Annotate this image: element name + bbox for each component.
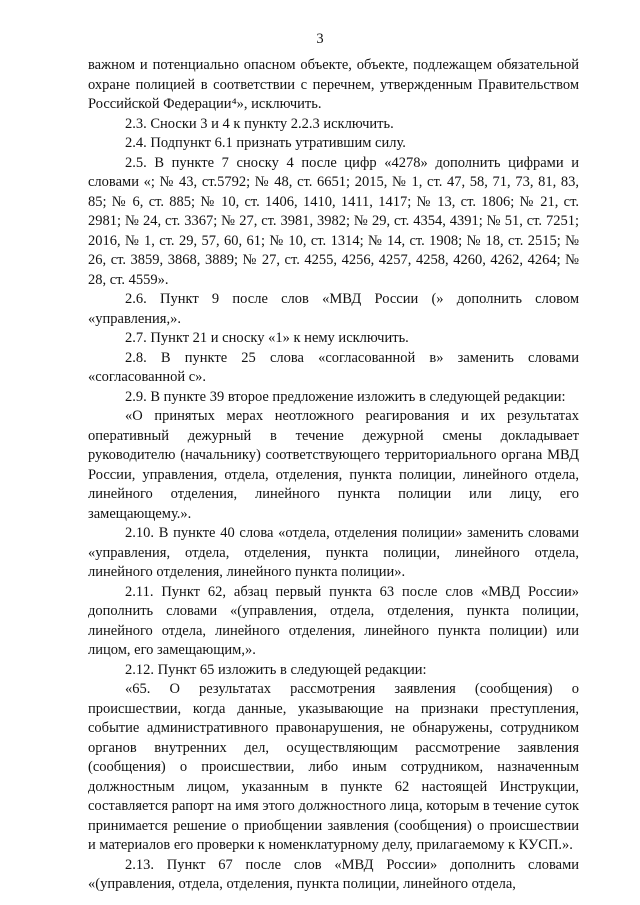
paragraph-2-4: 2.4. Подпункт 6.1 признать утратившим силу. xyxy=(125,135,406,151)
paragraph-2-13: 2.13. Пункт 67 после слов «МВД России» дополнить словами «(управления, отдела, отделения, пункта полиции, линейного отдела, xyxy=(88,856,579,892)
paragraph-2-6: 2.6. Пункт 9 после слов «МВД России (» дополнить словом «управления,». xyxy=(88,291,579,327)
quoted-text-65: «65. О результатах рассмотрения заявления (сообщения) о происшествии, когда данные, указывающие на признаки преступления, событие административного правонарушения, не обнаружены, сотрудником органов внутренних дел, осуществляющим рассмотрение заявления (сообщения) о происшествии, либо иным сотрудником, назначенным должностным лицом, указанным в пункте 62 настоящей Инструкции, составляется рапорт на имя этого должностного лица, которым в течение суток принимается решение о приобщении заявления (сообщения) о происшествии и материалов его проверки к номенклатурному делу, прилагаемому к КУСП.». xyxy=(88,681,579,853)
paragraph-continuation: важном и потенциально опасном объекте, объекте, подлежащем обязательной охране полицией в соответствии с перечнем, утвержденным Правительством Российской Федерации⁴», исключить. xyxy=(88,57,579,112)
paragraph-2-9: 2.9. В пункте 39 второе предложение изложить в следующей редакции: xyxy=(125,388,566,405)
paragraph-2-10: 2.10. В пункте 40 слова «отдела, отделения полиции» заменить словами «управления, отдела, отделения, пункта полиции, линейного отдела, линейного отделения, линейного пункта полиции». xyxy=(88,525,579,580)
paragraph-2-8: 2.8. В пункте 25 слова «согласованной в» заменить словами «согласованной с». xyxy=(88,349,579,385)
document-body xyxy=(88,56,579,895)
quoted-text-39: «О принятых мерах неотложного реагирования и их результатах оперативный дежурный в течение дежурной смены докладывает руководителю (начальнику) соответствующего территориального органа МВД России, управления, отдела, отделения, пункта полиции, линейного отдела, линейного отделения, линейного пункта полиции или лицу, его замещающему.». xyxy=(88,408,579,522)
paragraph-2-7: 2.7. Пункт 21 и сноску «1» к нему исключить. xyxy=(125,330,409,346)
paragraph-2-5: 2.5. В пункте 7 сноску 4 после цифр «4278» дополнить цифрами и словами «; № 43, ст.5792; № 48, ст. 6651; 2015, № 1, ст. 47, 58, 71, 73, 81, 83, 85; № 6, ст. 885; № 10, ст. 1406, 1410, 1411, 1417; № 13, ст. 1806; № 21, ст. 2981; № 24, ст. 3367; № 27, ст. 3981, 3982; № 29, ст. 4354, 4391; № 51, ст. 7251; 2016, № 1, ст. 29, 57, 60, 61; № 10, ст. 1314; № 14, ст. 1908; № 18, ст. 2515; № 26, ст. 3859, 3868, 3889; № 27, ст. 4255, 4256, 4257, 4258, 4260, 4262, 4264; № 28, ст. 4559». xyxy=(88,154,579,288)
page-number: 3 xyxy=(316,31,324,47)
paragraph-2-12: 2.12. Пункт 65 изложить в следующей редакции: xyxy=(125,661,427,678)
paragraph-2-3: 2.3. Сноски 3 и 4 к пункту 2.2.3 исключить. xyxy=(125,115,394,132)
paragraph-2-11: 2.11. Пункт 62, абзац первый пункта 63 после слов «МВД России» дополнить словами «(управления, отдела, отделения, пункта полиции, линейного отдела, линейного отделения, линейного пункта полиции) или лицом, его замещающим,». xyxy=(88,583,579,658)
